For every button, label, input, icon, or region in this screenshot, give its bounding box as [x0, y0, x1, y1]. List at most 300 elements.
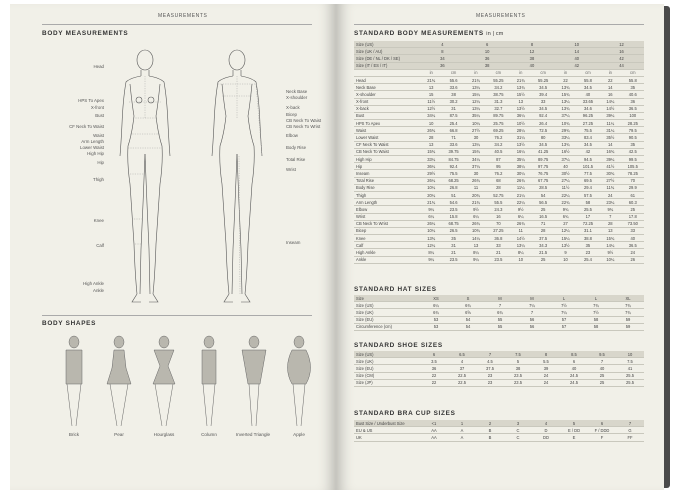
table-cell: 31.1 — [577, 227, 599, 234]
table-cell: 16½ — [554, 148, 576, 155]
table-cell: 34.2 — [487, 84, 509, 91]
row-label — [354, 69, 420, 76]
table-cell: 8¼ — [420, 249, 442, 256]
hat-row — [354, 309, 644, 316]
table-cell: 13¼ — [465, 141, 487, 148]
table-cell: 26.8 — [442, 184, 464, 191]
table-cell: 16 — [599, 48, 644, 55]
table-cell: 97.75 — [532, 163, 554, 170]
measurement-row — [354, 206, 644, 213]
table-cell: 80 — [532, 134, 554, 141]
table-cell: 29¾ — [554, 127, 576, 134]
table-cell: 9 — [554, 249, 576, 256]
measurement-row — [354, 191, 644, 198]
table-cell: 39¼ — [599, 156, 621, 163]
table-cell: 36.5 — [622, 242, 644, 249]
table-cell: 32.7 — [487, 105, 509, 112]
table-cell: 10 — [616, 351, 644, 358]
table-cell: 23 — [577, 249, 599, 256]
table-cell: 25 — [532, 256, 554, 263]
table-cell: 9¼ — [465, 256, 487, 263]
table-cell: 38 — [510, 55, 555, 62]
table-cell: 13 — [420, 141, 442, 148]
table-cell: 34.5 — [577, 84, 599, 91]
table-cell: 26¾ — [420, 127, 442, 134]
table-cell: 55.6 — [442, 76, 464, 83]
measurement-row — [354, 98, 644, 105]
table-cell: 31¼ — [510, 134, 532, 141]
table-cell: 6⅝ — [452, 309, 484, 316]
measurement-row — [354, 148, 644, 155]
table-cell: 72.5 — [532, 127, 554, 134]
table-cell: 41.25 — [532, 148, 554, 155]
table-cell: 67.75 — [532, 177, 554, 184]
body-shapes-title: BODY SHAPES — [42, 320, 97, 327]
table-cell: 9¼ — [420, 256, 442, 263]
open-book — [10, 4, 664, 490]
table-cell: 69.5 — [577, 177, 599, 184]
table-cell: 33.6 — [442, 141, 464, 148]
table-cell: 21¾ — [465, 76, 487, 83]
table-cell: 89.75 — [532, 156, 554, 163]
table-cell: 23¼ — [599, 199, 621, 206]
table-cell: 23.5 — [504, 372, 532, 379]
table-cell: 10 — [554, 256, 576, 263]
table-cell: 6¼ — [510, 213, 532, 220]
table-cell: 22 — [420, 372, 448, 379]
table-cell: 37 — [448, 365, 476, 372]
table-cell: 16 — [487, 213, 509, 220]
table-cell: 40 — [554, 55, 599, 62]
back-figure-illustration — [202, 44, 272, 314]
table-cell: 22.5 — [448, 372, 476, 379]
table-cell: 13 — [599, 227, 621, 234]
table-cell: 14 — [599, 84, 621, 91]
table-cell: 15.8 — [442, 213, 464, 220]
table-cell: 11 — [465, 184, 487, 191]
table-cell: 55.25 — [532, 76, 554, 83]
table-cell: 55.8 — [622, 76, 644, 83]
table-cell: 6.5 — [448, 351, 476, 358]
measurement-row — [354, 105, 644, 112]
table-cell: 9½ — [465, 206, 487, 213]
row-label: Size (CM) — [354, 372, 420, 379]
table-cell: 14 — [554, 48, 599, 55]
table-cell: 16.5 — [532, 213, 554, 220]
table-cell: 8.5 — [560, 351, 588, 358]
row-label: Bust — [354, 112, 420, 119]
table-cell: 25 — [532, 206, 554, 213]
table-cell: 52.75 — [487, 191, 509, 198]
table-cell: 55.5 — [487, 199, 509, 206]
table-cell: 96.25 — [577, 112, 599, 119]
table-cell: 34¼ — [420, 112, 442, 119]
table-cell: 9¼ — [420, 206, 442, 213]
table-cell: 23.5 — [442, 206, 464, 213]
table-cell: 54 — [452, 316, 484, 323]
table-cell: 42 — [599, 55, 644, 62]
measurement-row — [354, 184, 644, 191]
table-cell: 38.8 — [577, 235, 599, 242]
table-cell: 13¾ — [510, 84, 532, 91]
table-cell: B — [476, 434, 504, 441]
table-cell: 11¾ — [599, 184, 621, 191]
table-cell: 13¼ — [465, 84, 487, 91]
table-cell: 58 — [580, 323, 612, 330]
table-cell: <1 — [420, 420, 448, 427]
table-cell: 22¾ — [554, 199, 576, 206]
table-cell: 71 — [442, 134, 464, 141]
table-cell: 56.5 — [532, 199, 554, 206]
table-cell: 83.4 — [577, 134, 599, 141]
table-cell: 27½ — [465, 127, 487, 134]
table-cell: L — [580, 295, 612, 302]
table-cell: 9½ — [510, 206, 532, 213]
row-label: Thigh — [354, 191, 420, 198]
table-cell: 6¼ — [420, 213, 442, 220]
running-header-right: MEASUREMENTS — [476, 13, 526, 19]
table-cell: 35 — [442, 235, 464, 242]
unit-note: in | cm — [486, 31, 504, 37]
table-cell: 36.5 — [622, 105, 644, 112]
table-cell: 69.25 — [487, 127, 509, 134]
table-cell: 33 — [532, 98, 554, 105]
table-cell: 35 — [622, 84, 644, 91]
table-cell: 22 — [599, 76, 621, 83]
table-cell: 68.25 — [442, 177, 464, 184]
standard-body-measurements-heading: STANDARD BODY MEASUREMENTS — [354, 30, 484, 37]
label-cb-neck-to-waist: CB Neck To Waist — [286, 118, 322, 123]
table-cell: 10 — [420, 120, 442, 127]
table-cell: 94.5 — [577, 156, 599, 163]
row-label: CB Neck To Wrist — [354, 220, 420, 227]
table-cell: 22 — [554, 76, 576, 83]
table-cell: 39 — [532, 365, 560, 372]
label-arm-length: Arm Length — [81, 139, 104, 144]
table-cell: 38¼ — [510, 163, 532, 170]
hat-sizes-table — [354, 295, 644, 331]
table-cell: 15¼ — [554, 235, 576, 242]
shape-hourglass-label: Hourglass — [153, 432, 175, 437]
row-label: Size (US) — [354, 302, 420, 309]
table-cell: 26¾ — [510, 177, 532, 184]
table-cell: F / DDD — [588, 427, 616, 434]
table-cell: 9¾ — [554, 206, 576, 213]
standard-body-measurements-table — [354, 41, 644, 264]
table-cell: 15¾ — [599, 235, 621, 242]
table-cell: FF — [616, 434, 644, 441]
table-cell: 10½ — [510, 120, 532, 127]
label-head: Head — [93, 64, 104, 69]
table-cell: 13½ — [510, 105, 532, 112]
table-cell: 6 — [588, 420, 616, 427]
body-shapes-illustration — [50, 334, 320, 434]
table-cell: 53 — [420, 316, 452, 323]
table-cell: 53 — [420, 323, 452, 330]
table-cell: 6¼ — [465, 213, 487, 220]
table-cell: 8 — [532, 351, 560, 358]
table-cell: 14 — [599, 141, 621, 148]
label-cb-neck-to-wrist: CB Neck To Wrist — [286, 124, 321, 129]
table-cell: 14½ — [599, 105, 621, 112]
hat-header-row — [354, 295, 644, 302]
table-cell: 10 — [510, 256, 532, 263]
table-cell: 36¼ — [420, 163, 442, 170]
table-cell: 35½ — [599, 134, 621, 141]
table-cell: 35 — [622, 141, 644, 148]
section-rule — [42, 315, 312, 316]
standard-shoe-sizes-title: STANDARD SHOE SIZES — [354, 342, 443, 349]
table-cell: 20¼ — [420, 191, 442, 198]
table-cell: 25.5 — [616, 379, 644, 386]
measurement-row — [354, 134, 644, 141]
measurement-row — [354, 199, 644, 206]
table-cell: 105.5 — [622, 163, 644, 170]
table-cell: 38 — [442, 91, 464, 98]
row-label: Hip — [354, 163, 420, 170]
table-cell: 51 — [442, 191, 464, 198]
bra-row — [354, 434, 644, 441]
standard-hat-sizes-title: STANDARD HAT SIZES — [354, 286, 437, 293]
measurement-row — [354, 235, 644, 242]
table-cell: 21¾ — [465, 199, 487, 206]
table-cell: 101.5 — [577, 163, 599, 170]
table-cell: 87.5 — [442, 112, 464, 119]
label-calf: Calf — [96, 243, 104, 248]
table-cell: 1 — [448, 420, 476, 427]
table-cell: 25.4 — [442, 120, 464, 127]
row-label: Size (UK) — [354, 309, 420, 316]
table-cell: 24 — [622, 249, 644, 256]
table-cell: 7½ — [580, 309, 612, 316]
table-cell: 22¼ — [554, 191, 576, 198]
table-cell: 16¾ — [599, 148, 621, 155]
table-cell: 42 — [554, 62, 599, 69]
table-cell: 25.5 — [616, 372, 644, 379]
table-cell: 29½ — [420, 170, 442, 177]
row-label: Size (JP) — [354, 379, 420, 386]
table-cell: 8¼ — [465, 249, 487, 256]
table-cell: 36 — [420, 62, 465, 69]
table-cell: 11¼ — [510, 184, 532, 191]
table-cell: 66.8 — [442, 127, 464, 134]
table-cell: 24 — [599, 191, 621, 198]
table-cell: cm — [577, 69, 599, 76]
table-cell: 56 — [516, 316, 548, 323]
table-cell: 30 — [465, 134, 487, 141]
table-cell: 76.2 — [487, 170, 509, 177]
table-cell: 13¼ — [554, 98, 576, 105]
table-cell: 7 — [616, 420, 644, 427]
table-cell: 7 — [476, 351, 504, 358]
table-cell: 21¾ — [420, 199, 442, 206]
table-cell: 70 — [622, 177, 644, 184]
table-cell: cm — [622, 69, 644, 76]
table-cell: 28 — [599, 220, 621, 227]
table-cell: 21 — [487, 249, 509, 256]
row-label: X-front — [354, 98, 420, 105]
table-cell: in — [420, 69, 442, 76]
table-cell: 13½ — [554, 242, 576, 249]
table-cell: L — [548, 295, 580, 302]
table-cell: 7¼ — [516, 302, 548, 309]
table-cell: 17.8 — [622, 213, 644, 220]
table-cell: 7 — [599, 213, 621, 220]
table-cell: 10¾ — [554, 120, 576, 127]
table-cell: 12¼ — [420, 242, 442, 249]
row-label: Body Rise — [354, 184, 420, 191]
table-cell: 24 — [532, 372, 560, 379]
table-cell: 7¾ — [612, 309, 644, 316]
table-cell: 38 — [465, 62, 510, 69]
table-cell: 26.4 — [532, 120, 554, 127]
table-cell: 6 — [420, 351, 448, 358]
label-total-rise: Total Rise — [286, 157, 306, 162]
table-cell: cm — [442, 69, 464, 76]
table-cell: 41 — [616, 365, 644, 372]
table-cell: 5 — [504, 358, 532, 365]
label-waist: Waist — [93, 133, 104, 138]
label-high-ankle: High Ankle — [83, 281, 104, 286]
table-cell: 40 — [560, 365, 588, 372]
table-cell: 35¼ — [465, 112, 487, 119]
table-cell: 75.5 — [442, 170, 464, 177]
shoe-row — [354, 372, 644, 379]
table-cell: 40 — [588, 365, 616, 372]
measurement-row — [354, 249, 644, 256]
label-wrist: Wrist — [286, 167, 296, 172]
table-cell: 33 — [622, 227, 644, 234]
table-cell: 95 — [487, 163, 509, 170]
table-cell: 26¼ — [420, 220, 442, 227]
table-cell: 75.5 — [577, 127, 599, 134]
table-cell: 34.6 — [577, 105, 599, 112]
table-cell: C — [504, 434, 532, 441]
table-cell: 38.75 — [487, 91, 509, 98]
table-cell: 7¼ — [548, 309, 580, 316]
table-cell: 55 — [484, 316, 516, 323]
table-cell: 10 — [465, 48, 510, 55]
row-label: Arm Length — [354, 199, 420, 206]
table-cell: 33¼ — [420, 156, 442, 163]
table-cell: 12 — [599, 41, 644, 48]
table-cell: B — [476, 427, 504, 434]
table-cell: 27.25 — [577, 120, 599, 127]
table-cell: 34¼ — [465, 156, 487, 163]
table-cell: 59 — [612, 316, 644, 323]
table-cell: 34.5 — [532, 105, 554, 112]
label-hip: Hip — [97, 160, 104, 165]
row-label: Neck Base — [354, 84, 420, 91]
table-cell: 28 — [420, 134, 442, 141]
table-cell: 12¼ — [465, 98, 487, 105]
table-cell: 7 — [484, 302, 516, 309]
table-cell: 27 — [554, 220, 576, 227]
table-cell: 5 — [560, 420, 588, 427]
measurement-row — [354, 227, 644, 234]
table-cell: 55.25 — [487, 76, 509, 83]
table-cell: 17 — [577, 213, 599, 220]
table-cell: 37.5 — [532, 235, 554, 242]
table-cell: 8 — [420, 48, 465, 55]
table-cell: 4.5 — [476, 358, 504, 365]
table-cell: 7 — [588, 358, 616, 365]
header-rule — [42, 24, 312, 25]
row-label: Lower Waist — [354, 134, 420, 141]
table-cell: 13¾ — [554, 105, 576, 112]
table-cell: 36¼ — [510, 112, 532, 119]
table-cell: 33¼ — [554, 134, 576, 141]
table-cell: 7 — [516, 309, 548, 316]
size-row — [354, 62, 644, 69]
row-label: Ankle — [354, 256, 420, 263]
table-cell: 13¾ — [420, 235, 442, 242]
row-label: Size (EU) — [354, 365, 420, 372]
table-cell: 54.6 — [442, 199, 464, 206]
measurement-row — [354, 127, 644, 134]
table-cell: 22.5 — [448, 379, 476, 386]
table-cell: 10 — [554, 41, 599, 48]
shoe-row — [354, 351, 644, 358]
table-cell: 6 — [465, 41, 510, 48]
table-cell: 72.25 — [577, 220, 599, 227]
table-cell: 76.2 — [487, 134, 509, 141]
table-cell: F — [588, 434, 616, 441]
table-cell: 24 — [532, 379, 560, 386]
table-cell: 37¼ — [554, 112, 576, 119]
table-cell: 29.4 — [577, 184, 599, 191]
standard-bra-cup-sizes-title: STANDARD BRA CUP SIZES — [354, 410, 456, 417]
table-cell: 21¼ — [510, 191, 532, 198]
measurement-row — [354, 141, 644, 148]
size-row — [354, 41, 644, 48]
table-cell: 30½ — [554, 170, 576, 177]
table-cell: 58 — [577, 199, 599, 206]
table-cell: 11¼ — [599, 120, 621, 127]
table-cell: 16¼ — [510, 148, 532, 155]
table-cell: 61 — [622, 191, 644, 198]
table-cell: 41½ — [599, 163, 621, 170]
row-label: Inseam — [354, 170, 420, 177]
table-cell: 14½ — [510, 235, 532, 242]
standard-body-measurements-title — [354, 30, 503, 37]
table-cell: M — [516, 295, 548, 302]
size-row — [354, 48, 644, 55]
table-cell: 25 — [588, 372, 616, 379]
label-bust: Bust — [95, 113, 104, 118]
row-label: Waist — [354, 127, 420, 134]
shoe-row — [354, 365, 644, 372]
table-cell: 37.5 — [476, 365, 504, 372]
table-cell: 3.5 — [420, 358, 448, 365]
table-cell: 14¼ — [599, 242, 621, 249]
table-cell: 7½ — [548, 302, 580, 309]
row-label: High Ankle — [354, 249, 420, 256]
table-cell: 77.5 — [577, 170, 599, 177]
table-cell: 16 — [599, 91, 621, 98]
row-label: CF Neck To Waist — [354, 141, 420, 148]
table-cell: XS — [420, 295, 452, 302]
table-cell: 35¼ — [510, 156, 532, 163]
row-label: Size — [354, 295, 420, 302]
table-cell: cm — [487, 69, 509, 76]
label-body-rise: Body Rise — [286, 145, 307, 150]
table-cell: 33 — [487, 242, 509, 249]
body-measurements-title: BODY MEASUREMENTS — [42, 30, 129, 37]
table-cell: 44 — [599, 62, 644, 69]
table-cell: 60.3 — [622, 199, 644, 206]
table-cell: 4 — [448, 358, 476, 365]
